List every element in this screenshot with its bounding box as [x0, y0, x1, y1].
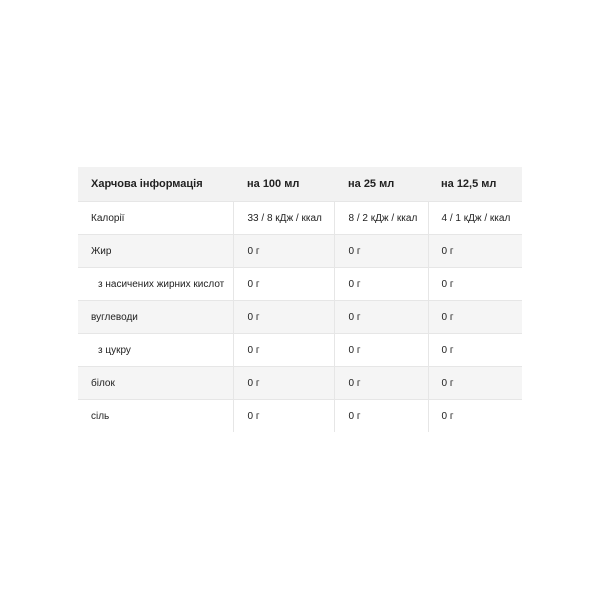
header-per-100ml: на 100 мл	[233, 167, 334, 202]
row-value: 0 г	[428, 235, 522, 268]
nutrition-table	[78, 167, 522, 432]
row-value: 0 г	[428, 367, 522, 400]
row-value: 0 г	[233, 301, 334, 334]
table-row	[78, 268, 522, 301]
table-row	[78, 400, 522, 433]
row-value: 8 / 2 кДж / ккал	[334, 202, 428, 235]
row-value: 0 г	[334, 235, 428, 268]
row-label: з цукру	[78, 334, 233, 367]
table-header	[78, 167, 522, 202]
table-row	[78, 202, 522, 235]
row-value: 0 г	[233, 268, 334, 301]
row-label: з насичених жирних кислот	[78, 268, 233, 301]
row-value: 0 г	[428, 301, 522, 334]
table-body	[78, 202, 522, 433]
row-value: 33 / 8 кДж / ккал	[233, 202, 334, 235]
row-value: 0 г	[428, 268, 522, 301]
header-nutrition-info: Харчова інформація	[78, 167, 233, 202]
row-label: вуглеводи	[78, 301, 233, 334]
row-value: 4 / 1 кДж / ккал	[428, 202, 522, 235]
row-value: 0 г	[233, 367, 334, 400]
row-label: Жир	[78, 235, 233, 268]
row-value: 0 г	[334, 268, 428, 301]
row-value: 0 г	[428, 400, 522, 433]
row-label: сіль	[78, 400, 233, 433]
table-row	[78, 301, 522, 334]
row-value: 0 г	[233, 400, 334, 433]
header-row	[78, 167, 522, 202]
row-label: білок	[78, 367, 233, 400]
row-value: 0 г	[233, 334, 334, 367]
row-value: 0 г	[334, 367, 428, 400]
header-per-12-5ml: на 12,5 мл	[428, 167, 522, 202]
row-value: 0 г	[334, 400, 428, 433]
table-row	[78, 334, 522, 367]
row-value: 0 г	[428, 334, 522, 367]
row-value: 0 г	[334, 301, 428, 334]
row-label: Калорії	[78, 202, 233, 235]
row-value: 0 г	[233, 235, 334, 268]
table-row	[78, 235, 522, 268]
header-per-25ml: на 25 мл	[334, 167, 428, 202]
table-row	[78, 367, 522, 400]
row-value: 0 г	[334, 334, 428, 367]
